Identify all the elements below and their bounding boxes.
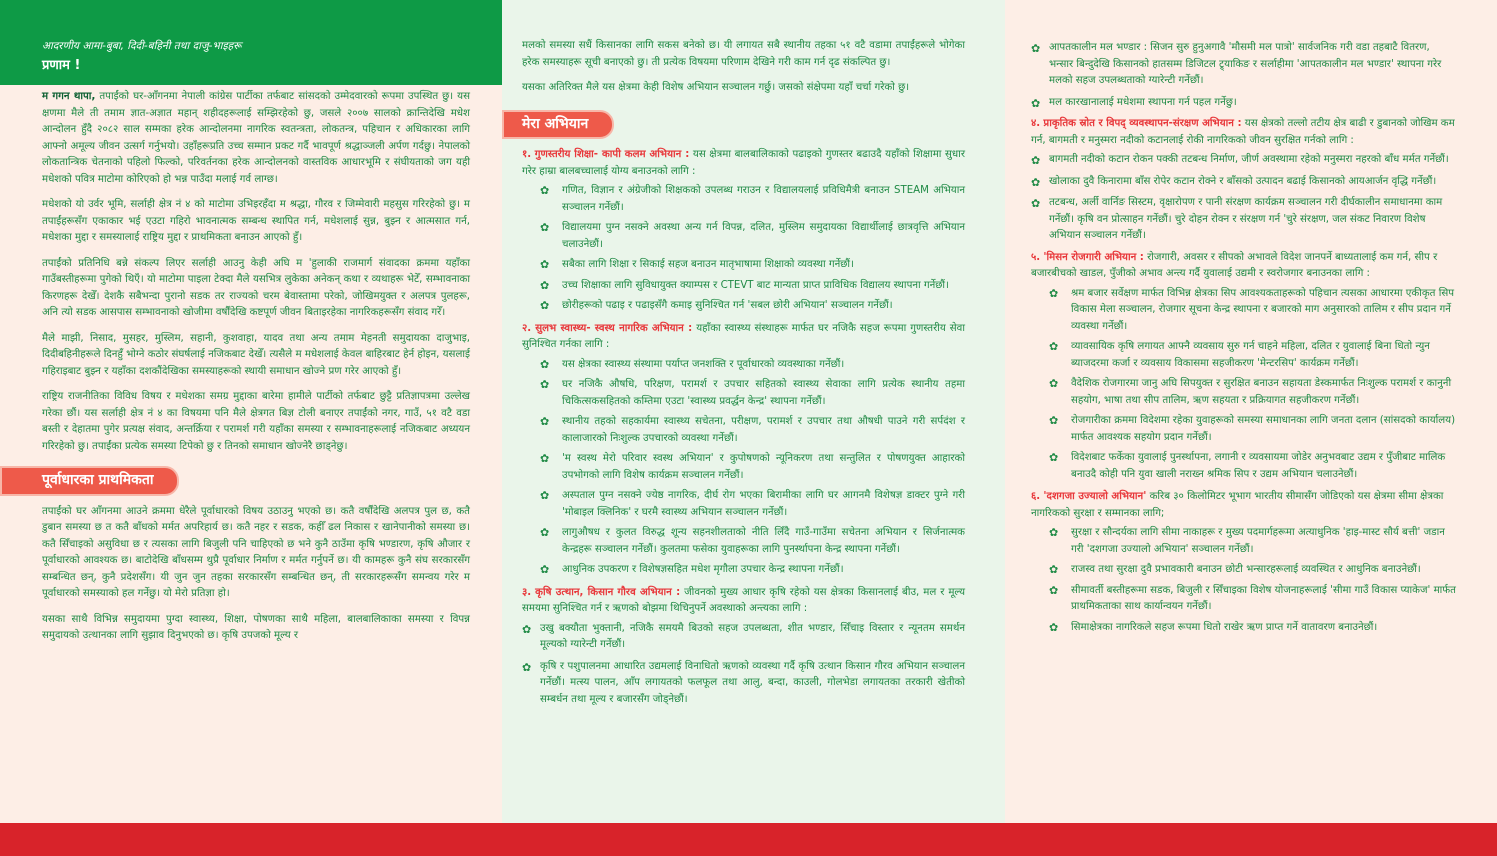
- leaf-bullet-icon: ✿: [1031, 175, 1041, 189]
- list-item: [540, 488, 965, 521]
- middle-panel: [502, 0, 1005, 823]
- list-item: [540, 278, 965, 295]
- footer-bar: [0, 823, 1497, 856]
- section-heading: 'दशगजा उज्यालो अभियान': [1043, 491, 1147, 502]
- section-text: यस क्षेत्रको तल्लो तटीय क्षेत्र बाढी र डुबानको जोखिम कम गर्न, बागमती र मनुस्मरा नदीको कटानलाई रोकी नागरिकको जीवन सुरक्षित गर्नको लागि :: [1031, 118, 1455, 146]
- leaf-bullet-icon: ✿: [540, 526, 550, 539]
- leaf-bullet-icon: ✿: [540, 184, 550, 197]
- list-item-text: घर नजिकै औषधि, परिक्षण, परामर्श र उपचार सहितको स्वास्थ्य सेवाका लागि प्रत्येक स्थानीय तहमा चिकित्सकसहितको कम्तिमा एउटा 'स्वास्थ्य प्रवर्द्धन केन्द्र' स्थापना गर्नेछौं।: [562, 379, 965, 407]
- paragraph-5: राष्ट्रिय राजनीतिका विविध विषय र मधेशका समग्र मुद्दाका बारेमा हामीले पार्टीको तर्फबाट छुट्टै प्रतिज्ञापत्रमा उल्लेख गरेका छौं। यस सर्लाही क्षेत्र नं ४ का विषयमा पनि मैले क्षेत्रगत बिज्ञ टोली बनाएर तपाईंको नगर, गाउँ, ५१ वटै वडा बस्ती र देहातमा पुगेर प्रत्यक्ष संवाद, अन्तर्क्रिया र परामर्श गरी यहाँका समस्या र सम्भावनाहरूलाई नजिकबाट अध्ययन गरिरहेको छु। तपाईंका प्रत्येक समस्या टिपेको छु र तिनको समाधान खोज्नेरै छाड्नेछु।: [42, 391, 470, 452]
- list-item-text: कृषि र पशुपालनमा आधारित उद्यमलाई विनाधितो ऋणको व्यवस्था गर्दै कृषि उत्थान किसान गौरव अभियान सञ्चालन गर्नेछौं। मत्स्य पालन, आँप लगायतको फलफूल तथा आलु, बन्दा, काउली, गोलभेडा लगायतका तरकारी खेतीको सम्बर्धन तथा मूल्य र बजारसँग जोड्नेछौं।: [540, 660, 965, 705]
- leaf-bullet-icon: ✿: [540, 563, 550, 576]
- intro-text: [0, 85, 502, 645]
- list-item: [1031, 40, 1457, 90]
- list-item: [540, 357, 965, 374]
- list-item-text: गणित, विज्ञान र अंग्रेजीको शिक्षकको उपलब्ध गराउन र विद्यालयलाई प्रविधिमैत्री बनाउन STEAM अभियान सञ्चालन गर्नेछौं।: [562, 185, 965, 213]
- paragraph-4: मैले माझी, निसाद, मुसहर, मुस्लिम, सहानी, कुशवाहा, यादव तथा अन्य तमाम मेहनती समुदायका दाजुभाइ, दिदीबहिनीहरूले दिनहुँ भोग्ने कठोर संघर्षलाई नजिकबाट देखेँ। त्यसैले म मधेशलाई केवल बाहिरबाट हेर्न होइन, यसलाई गहिराइबाट बुझ्न र यहाँका दशकौंदेखिका समस्याहरूको स्थायी समाधान खोज्ने प्रण गरेर आएको हुँ।: [42, 332, 470, 377]
- list-item: [1049, 525, 1457, 558]
- list-item: [540, 414, 965, 447]
- list-item-text: विदेशबाट फर्केका युवालाई पुनर्स्थापना, लगानी र व्यवसायमा जोडेर अनुभवबाट उद्यम र पुँजीबाट मालिक बनाउदै कोही पनि युवा खाली नराख्न श्रमिक सिप र उद्यम अभियान चलाउनेछौं।: [1071, 452, 1446, 480]
- list-item-text: व्यावसायिक कृषि लगायत आफ्नै व्यवसाय सुरु गर्न चाहने महिला, दलित र युवालाई बिना धितो न्युन ब्याजदरमा कर्जा र व्यवसाय विकासमा सहजीकरण 'मेन्टरसिप' कार्यक्रम गर्नेछौं।: [1071, 341, 1430, 369]
- leaf-bullet-icon: ✿: [540, 378, 550, 391]
- list-item: [1031, 174, 1457, 191]
- salutation: आदरणीय आमा-बुबा, दिदी-बहिनी तथा दाजु-भाइहरू: [42, 40, 242, 52]
- mid-paragraph-1: मलको समस्या सधैं किसानका लागि सकस बनेको छ। यी लगायत सबै स्थानीय तहका ५१ वटै वडामा तपाईंहरूले भोगेका हरेक समस्याहरू सूची बनाएको छु। ती प्रत्येक विषयमा परिणाम देखिने गरी काम गर्न दृढ संकल्पित छु।: [522, 40, 965, 68]
- employment-list: [1031, 286, 1457, 484]
- leaf-bullet-icon: ✿: [1049, 583, 1059, 597]
- leaf-bullet-icon: ✿: [1031, 96, 1041, 110]
- leaf-bullet-icon: ✿: [1049, 286, 1059, 300]
- list-item: [540, 525, 965, 558]
- list-item: [1031, 95, 1457, 112]
- paragraph-7: यसका साथै विभिन्न समुदायमा पुग्दा स्वास्थ्य, शिक्षा, पोषणका साथै महिला, बालबालिकाका समस्या र विपन्न समुदायको उत्थानका लागि सुझाव दिनुभएको छ। कृषि उपजको मूल्य र: [42, 613, 470, 641]
- list-item: [540, 298, 965, 315]
- section-heading: प्राकृतिक स्रोत र विपद् व्यवस्थापन-संरक्षण अभियान :: [1043, 118, 1242, 129]
- section-employment: [1031, 250, 1457, 283]
- list-item: [522, 659, 965, 709]
- list-item: [540, 220, 965, 253]
- leaf-bullet-icon: ✿: [540, 415, 550, 428]
- greeting-banner: [0, 0, 502, 85]
- leaf-bullet-icon: ✿: [522, 660, 532, 674]
- list-item: [540, 183, 965, 216]
- list-item: [1049, 339, 1457, 372]
- leaf-bullet-icon: ✿: [540, 258, 550, 271]
- section-text: करिब ३० किलोमिटर भूभाग भारतीय सीमासँग जोडिएको यस क्षेत्रमा सीमा क्षेत्रका नागरिकको सुरक्षा र सम्मानका लागि;: [1031, 491, 1444, 519]
- leaf-bullet-icon: ✿: [1049, 451, 1059, 464]
- section-text: यहाँका स्वास्थ्य संस्थाहरू मार्फत घर नजिकै सहज रूपमा गुणस्तरीय सेवा सुनिश्चित गर्नका लागि :: [522, 322, 965, 350]
- right-panel: [1005, 0, 1497, 823]
- candidate-name: म गगन थापा,: [42, 91, 96, 102]
- list-item: [540, 377, 965, 410]
- list-item: [1031, 195, 1457, 245]
- list-item-text: छोरीहरूको पढाइ र पढाइसँगै कमाइ सुनिश्चित गर्न 'सबल छोरी अभियान' सञ्चालन गर्नेछौं।: [562, 300, 893, 311]
- leaf-bullet-icon: ✿: [540, 221, 550, 234]
- list-item-text: सबैका लागि शिक्षा र सिकाई सहज बनाउन मातृभाषामा शिक्षाको व्यवस्था गर्नेछौं।: [562, 259, 854, 270]
- leaf-bullet-icon: ✿: [1049, 526, 1059, 539]
- list-item-text: उखु बक्यौता भुक्तानी, नजिकै समयमै बिउको सहज उपलब्धता, शीत भण्डार, सिँचाइ विस्तार र न्यूनतम समर्थन मूल्यको ग्यारेन्टी गर्नेछौं।: [540, 622, 965, 650]
- leaf-bullet-icon: ✿: [540, 489, 550, 502]
- list-item-text: 'म स्वस्थ मेरो परिवार स्वस्थ अभियान' र कुपोषणको न्यूनिकरण तथा सन्तुलित र पोषणयुक्त आहारको उपभोगको लागि विशेष कार्यक्रम सञ्चालन गर्नेछौं।: [562, 453, 965, 481]
- list-item-text: आधुनिक उपकरण र विशेषज्ञसहित मधेश मृगौला उपचार केन्द्र स्थापना गर्नेछौं।: [562, 564, 844, 575]
- list-item-text: विद्यालयमा पुग्न नसक्ने अवस्था अन्य गर्न विपन्न, दलित, मुस्लिम समुदायका विद्यार्थीलाई छात्रवृत्ति अभियान चलाउनेछौं।: [562, 222, 965, 250]
- list-item: [540, 562, 965, 579]
- section-number: १.: [522, 149, 532, 160]
- list-item: [1049, 583, 1457, 616]
- leaf-bullet-icon: ✿: [540, 452, 550, 465]
- list-item-text: बागमती नदीको कटान रोकन पक्की तटबन्ध निर्माण, जीर्ण अवस्थामा रहेको मनुस्मरा नहरको बाँध मर्मत गर्नेछौं।: [1049, 154, 1449, 165]
- section-number: ३.: [522, 586, 532, 598]
- section-text: रोजगारी, अवसर र सीपको अभावले विदेश जानपर्ने बाध्यतालाई कम गर्न, सीप र बजारबीचको खाडल, पुँजीको अभाव अन्त्य गर्दै युवालाई उद्यमी र स्वरोजगार बनाउनका लागि :: [1031, 251, 1438, 279]
- list-item: [1049, 450, 1457, 483]
- list-item-text: वैदेशिक रोजगारमा जानु अघि सिपयुक्त र सुरक्षित बनाउन सहायता डेस्कमार्फत निःशुल्क परामर्श र कानुनी सहयोग, भाषा तथा सीप तालिम, ऋण सहयता र प्रक्रियागत सहजीकरण गर्नेछौं।: [1071, 378, 1452, 406]
- section-number: ५.: [1031, 251, 1041, 263]
- leaf-bullet-icon: ✿: [1049, 563, 1059, 576]
- section-text: यस क्षेत्रमा बालबालिकाको पढाइको गुणस्तर बढाउदै यहाँको शिक्षामा सुधार गरेर हाम्रा बालबच्चालाई योग्य बनाउनको लागि :: [522, 149, 965, 177]
- list-item-text: आपतकालीन मल भण्डार : सिजन सुरु हुनुअगावै 'मौसमी मल पात्रो' सार्वजनिक गरी वडा तहबाटै वितरण, भन्सार बिन्दुदेखि किसानको हातसम्म डिजिटल ट्र्याकिङ र सर्लाहीमा 'आपतकालीन मल भण्डार' स्थापना गरेर मलको सहज उपलब्धताको ग्यारेन्टी गर्नेछौं।: [1049, 42, 1442, 86]
- list-item: [1049, 286, 1457, 336]
- list-item-text: सुरक्षा र सौन्दर्यका लागि सीमा नाकाहरू र मुख्य पदमार्गहरूमा अत्याधुनिक 'हाइ-मास्ट सौर्य बत्ती' जडान गरी 'दशगजा उज्यालो अभियान' सञ्चालन गर्नेछौं।: [1071, 527, 1445, 555]
- list-item-text: राजस्व तथा सुरक्षा दुवै प्रभावकारी बनाउन छोटी भन्सारहरूलाई व्यवस्थित र आधुनिक बनाउनेछौं।: [1071, 564, 1421, 575]
- section-text: जीवनको मुख्य आधार कृषि रहेको यस क्षेत्रका किसानलाई बीउ, मल र मूल्य समयमा सुनिश्चित गर्न र ऋणको बोझमा थिचिनुपर्ने अवस्थाको अन्त्यका लागि :: [522, 586, 965, 614]
- list-item-text: मल कारखानालाई मधेशमा स्थापना गर्न पहल गर्नेछु।: [1049, 96, 1237, 108]
- education-list: [522, 183, 965, 315]
- list-item-text: सिमाक्षेत्रका नागरिकले सहज रूपमा धितो राखेर ऋण प्राप्त गर्ने वातावरण बनाउनेछौं।: [1071, 621, 1378, 633]
- leaf-bullet-icon: ✿: [1031, 42, 1041, 55]
- list-item: [1031, 152, 1457, 169]
- right-text: [1005, 0, 1497, 636]
- list-item: [1049, 620, 1457, 637]
- paragraph-6: तपाईंको घर आँगनमा आउने क्रममा धेरैले पूर्वाधारको विषय उठाउनु भएको छ। कतै वर्षौंदेखि अलपत्र पुल छ, कतै डुबान समस्या छ त कतै बाँधको मर्मत अपरिहार्य छ। कतै नहर र सडक, कहीँ ढल निकास र खानेपानीको समस्या छ। कतै सिँचाइको असुविधा छ र त्यसका लागि बिजुली पनि चाहिएको छ भने कुनै ठाउँमा कृषि भण्डारण, कृषि औजार र पूर्वाधारको आवश्यक छ। बाटोदेखि बाँधसम्म थुप्रै पूर्वाधार निर्माण र मर्मत गर्नुपर्ने छ। यी कामहरू कुनै संघ सरकारसँग सम्बन्धित छन्, कुनै प्रदेशसँग। यी जुन जुन तहका सरकारसँग सम्बन्धित छन्, ती सरकारहरूसँग समन्वय गरेर म पूर्वाधारको समस्याको हल गर्नेछु। यो मेरो प्रतिज्ञा हो।: [42, 505, 470, 599]
- pranam-heading: प्रणाम !: [42, 57, 81, 73]
- section-heading: गुणस्तरीय शिक्षा- कापी कलम अभियान :: [534, 149, 690, 160]
- section-border: [1031, 489, 1457, 522]
- leaf-bullet-icon: ✿: [540, 278, 550, 292]
- list-item-text: यस क्षेत्रका स्वास्थ्य संस्थामा पर्याप्त जनशक्ति र पूर्वाधारको व्यवस्थाका गर्नेछौं।: [562, 358, 845, 370]
- list-item-text: उच्च शिक्षाका लागि सुविधायुक्त क्याम्पस र CTEVT बाट मान्यता प्राप्त प्राविधिक विद्यालय स्थापना गर्नेछौं।: [562, 279, 949, 291]
- leaf-bullet-icon: ✿: [1031, 154, 1041, 167]
- leaf-bullet-icon: ✿: [540, 299, 550, 312]
- campaign-section-title: मेरा अभियान: [502, 110, 614, 140]
- middle-text: [502, 0, 1005, 708]
- list-item: [522, 621, 965, 654]
- leaf-bullet-icon: ✿: [1049, 377, 1059, 390]
- leaf-bullet-icon: ✿: [1049, 340, 1059, 353]
- leaf-bullet-icon: ✿: [522, 622, 532, 636]
- section-number: ६.: [1031, 491, 1041, 502]
- leaf-bullet-icon: ✿: [540, 357, 550, 371]
- paragraph-3: तपाईंको प्रतिनिधि बन्ने संकल्प लिएर सर्लाही आउनु केही अघि म 'हुलाकी राजमार्ग संवादका क्रममा यहाँका गाउँबस्तीहरूमा पुगेको थिएँ। यो माटोमा पाइला टेक्दा मैले यसभित्र लुकेका अनेकन् कथा र व्यथाहरू भेटेँ, सम्भावनाका किरणहरू देखेँ। देशकै सबैभन्दा पुरानो सडक तर राज्यको चरम बेवास्तामा परेको, जोखिमयुक्त र अलपत्र पुलहरू, अनि त्यो सडक आसपास सम्भावनाको खोजीमा वर्षौंदेखि कष्टपूर्ण जीवन बिताइरहेका नागरिकहरूसँग संवाद गरेँ।: [42, 257, 470, 318]
- left-panel: [0, 0, 502, 823]
- border-list: [1031, 525, 1457, 636]
- paragraph-1-text: तपाईंको घर-आँगनमा नेपाली कांग्रेस पार्टीका तर्फबाट सांसदको उम्मेदवारको रूपमा उपस्थित छु। यस क्षणमा मैले ती तमाम ज्ञात-अज्ञात महान् शहीदहरूलाई सम्झिरहेको छु, जसले २००७ सालको क्रान्तिदेखि मधेश आन्दोलन हुँदै २०८२ साल सम्मका हरेक आन्दोलनमा नागरिक स्वतन्त्रता, लोकतन्त्र, पहिचान र अधिकारका लागि आफ्नो अमूल्य जीवन उत्सर्ग गर्नुभयो। उहाँहरूप्रति उच्च सम्मान प्रकट गर्दै भावपूर्ण श्रद्धाञ्जली अर्पण गर्दछु। नेपालको लोकतान्त्रिक चेतनाको पहिलो फिल्को, परिवर्तनका हरेक आन्दोलनको वास्तविक आधारभूमि र संघीयताको जग यही मधेशको पवित्र माटोमा कोरिएको हो भन्न पाउँदा मलाई गर्व लाग्छ।: [42, 91, 470, 185]
- section-disaster: [1031, 116, 1457, 149]
- list-item: [1049, 376, 1457, 409]
- leaf-bullet-icon: ✿: [1049, 620, 1059, 634]
- list-item: [540, 257, 965, 274]
- section-heading: कृषि उत्थान, किसान गौरव अभियान :: [535, 586, 681, 598]
- list-item-text: श्रम बजार सर्वेक्षण मार्फत विभिन्न क्षेत्रका सिप आवश्यकताहरूको पहिचान त्यसका आधारमा एकीकृत सिप विकास मेला सञ्चालन, रोजगार सूचना केन्द्र स्थापना र बजारको माग अनुसारको तालिम र सीप प्रदान गर्ने व्यवस्था गर्नेछौं।: [1071, 287, 1454, 332]
- section-number: २.: [522, 322, 532, 334]
- section-number: ४.: [1031, 118, 1041, 129]
- list-item-text: रोजगारीका क्रममा विदेशमा रहेका युवाहरूको समस्या समाधानका लागि जनता दलान (सांसदको कार्यालय) मार्फत आवश्यक सहयोग प्रदान गर्नेछौं।: [1071, 415, 1456, 443]
- list-item-text: स्थानीय तहको सहकार्यमा स्वास्थ्य सचेतना, परीक्षण, परामर्श र उपचार तथा औषधी पाउने गरी सर्पदंश र कालाजारको निःशुल्क उपचारको व्यवस्था गर्नेछौं।: [562, 416, 965, 444]
- list-item: [1049, 562, 1457, 579]
- paragraph-2: मधेशको यो उर्वर भूमि, सर्लाही क्षेत्र नं ४ को माटोमा उभिइरहँदा म श्रद्धा, गौरव र जिम्मेवारी महसुस गरिरहेको छु। म तपाईंहरूसँग एकाकार भई एउटा गहिरो भावनात्मक सम्बन्ध स्थापित गर्न, मधेशलाई सुन्न, बुझ्न र आत्मसात गर्न, मधेशका मुद्दा र समस्यालाई राष्ट्रिय मुद्दा र प्राथमिकता बनाउन आएको हुँ।: [42, 199, 470, 243]
- list-item-text: अस्पताल पुग्न नसक्ने ज्येष्ठ नागरिक, दीर्घ रोग भएका बिरामीका लागि घर आगनमै विशेषज्ञ डाक्टर पुग्ने गरी 'मोबाइल क्लिनिक' र घरमै स्वास्थ्य अभियान सञ्चालन गर्नेछौं।: [562, 490, 965, 518]
- section-agriculture: [522, 585, 965, 618]
- section-health: [522, 321, 965, 354]
- section-heading: 'मिसन रोजगारी अभियान :: [1043, 251, 1144, 263]
- health-list: [522, 357, 965, 579]
- section-heading: सुलभ स्वास्थ्य- स्वस्थ नागरिक अभियान :: [535, 322, 693, 334]
- infra-section-title: पूर्वाधारका प्राथमिकता: [0, 466, 179, 496]
- paragraph-1: [42, 89, 470, 188]
- list-item-text: तटबन्ध, अर्ली वार्निङ सिस्टम, वृक्षारोपण र पानी संरक्षण कार्यक्रम सञ्चालन गरी दीर्घकालीन समाधानमा काम गर्नेछौं। कृषि वन प्रोत्साहन गर्नेछौं। चुरे दोहन रोक्न र संरक्षण गर्न 'चुरे संरक्षण, जल संकट निवारण विशेष अभियान सञ्चालन गर्नेछौं।: [1049, 197, 1443, 241]
- list-item-text: सीमावर्ती बस्तीहरूमा सडक, बिजुली र सिँचाइका विशेष योजनाहरूलाई 'सीमा गाउँ विकास प्याकेज' मार्फत प्राथमिकताका साथ कार्यान्वयन गर्नेछौं।: [1071, 584, 1456, 612]
- section-education: [522, 147, 965, 180]
- leaf-bullet-icon: ✿: [1049, 414, 1059, 427]
- list-item: [1049, 413, 1457, 446]
- list-item: [540, 451, 965, 484]
- list-item-text: खोलाका दुवै किनारामा बाँस रोपेर कटान रोक्ने र बाँसको उत्पादन बढाई किसानको आयआर्जन वृद्धि गर्नेछौं।: [1049, 175, 1437, 187]
- list-item-text: लागुऔषध र कुलत विरुद्ध शून्य सहनशीलताको नीति लिँदै गाउँ-गाउँमा सचेतना अभियान र सिर्जनात्मक केन्द्रहरू सञ्चालन गर्नेछौं। कुलतमा फसेका युवाहरूका लागि पुनर्स्थापना केन्द्र स्थापना गर्नेछौं।: [562, 527, 965, 555]
- leaf-bullet-icon: ✿: [1031, 197, 1041, 210]
- mid-paragraph-2: यसका अतिरिक्त मैले यस क्षेत्रमा केही विशेष अभियान सञ्चालन गर्छु। जसको संक्षेपमा यहाँ चर्चा गरेको छु।: [522, 82, 910, 93]
